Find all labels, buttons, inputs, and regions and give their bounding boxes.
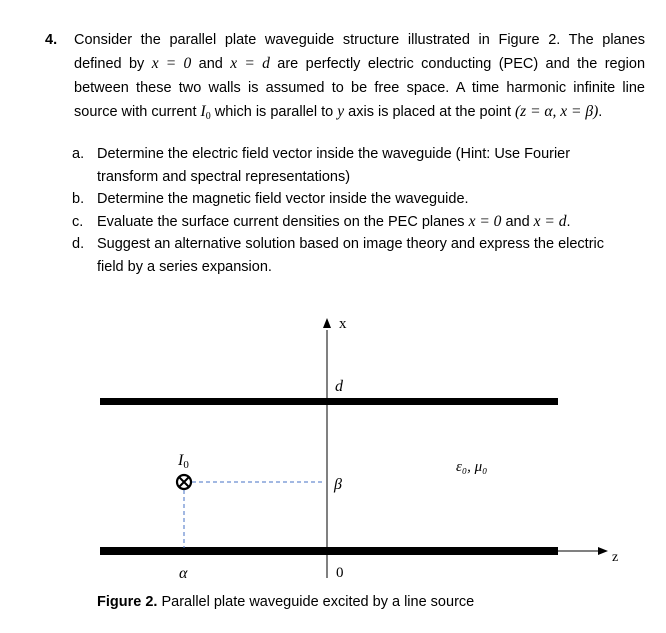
lower-pec-plate xyxy=(100,547,558,555)
upper-pec-plate xyxy=(100,398,558,405)
part-c-text-after: . xyxy=(566,213,571,230)
part-b-text: Determine the magnetic field vector inside the waveguide. xyxy=(97,191,469,207)
part-c-eq-x-zero: x = 0 xyxy=(468,212,502,230)
source-label-letter: I xyxy=(178,452,184,469)
statement-text-2: are perfectly electric conducting (PEC) and the region between these two walls is assumed to be free space. A time harmonic infinite line source with current xyxy=(74,56,646,120)
x-axis-label: x xyxy=(339,316,347,332)
z-axis-arrowhead xyxy=(598,547,608,555)
part-c-eq-x-d: x = d xyxy=(533,212,567,230)
current-letter: I xyxy=(200,103,206,120)
statement-text-4: axis is placed at the point xyxy=(344,104,516,120)
eq-x-zero: x = 0 xyxy=(151,55,192,72)
part-b-letter: b. xyxy=(72,191,85,207)
beta-label: β xyxy=(334,476,342,493)
part-c-letter: c. xyxy=(72,213,84,230)
problem-number: 4. xyxy=(45,32,58,48)
caption-label: Figure 2. xyxy=(97,594,158,610)
part-c-text-mid: and xyxy=(501,213,534,230)
source-label-subscript: 0 xyxy=(183,459,189,471)
alpha-label: α xyxy=(179,565,188,582)
source-label xyxy=(177,452,189,471)
figure-caption xyxy=(97,594,474,610)
statement-text-3: which is parallel to xyxy=(210,104,338,120)
x-axis-arrowhead xyxy=(323,318,331,328)
eq-x-d: x = d xyxy=(230,55,270,72)
statement-period: . xyxy=(598,104,603,120)
part-c-text-before: Evaluate the surface current densities on the PEC planes xyxy=(97,213,469,230)
z-axis-label: z xyxy=(612,550,619,565)
part-d-letter: d. xyxy=(72,236,85,252)
medium-label: ε₀, μ₀ xyxy=(456,459,488,475)
zero-label: 0 xyxy=(336,565,344,581)
part-a-letter: a. xyxy=(72,146,85,162)
current-subscript: 0 xyxy=(205,111,211,122)
statement-and: and xyxy=(191,56,231,72)
d-label: d xyxy=(335,378,343,395)
part-a-text: Determine the electric field vector inside the waveguide (Hint: Use Fourier transform and spectral representations) xyxy=(97,146,571,185)
statement-text-1: Consider the parallel plate waveguide structure illustrated in Figure 2. The planes defined by xyxy=(74,32,645,72)
caption-text: Parallel plate waveguide excited by a line source xyxy=(157,594,475,610)
part-d-text: Suggest an alternative solution based on image theory and express the electric field by a series expansion. xyxy=(97,236,605,275)
source-point: (z = α, x = β) xyxy=(515,103,599,120)
axis-y-symbol: y xyxy=(337,103,345,120)
